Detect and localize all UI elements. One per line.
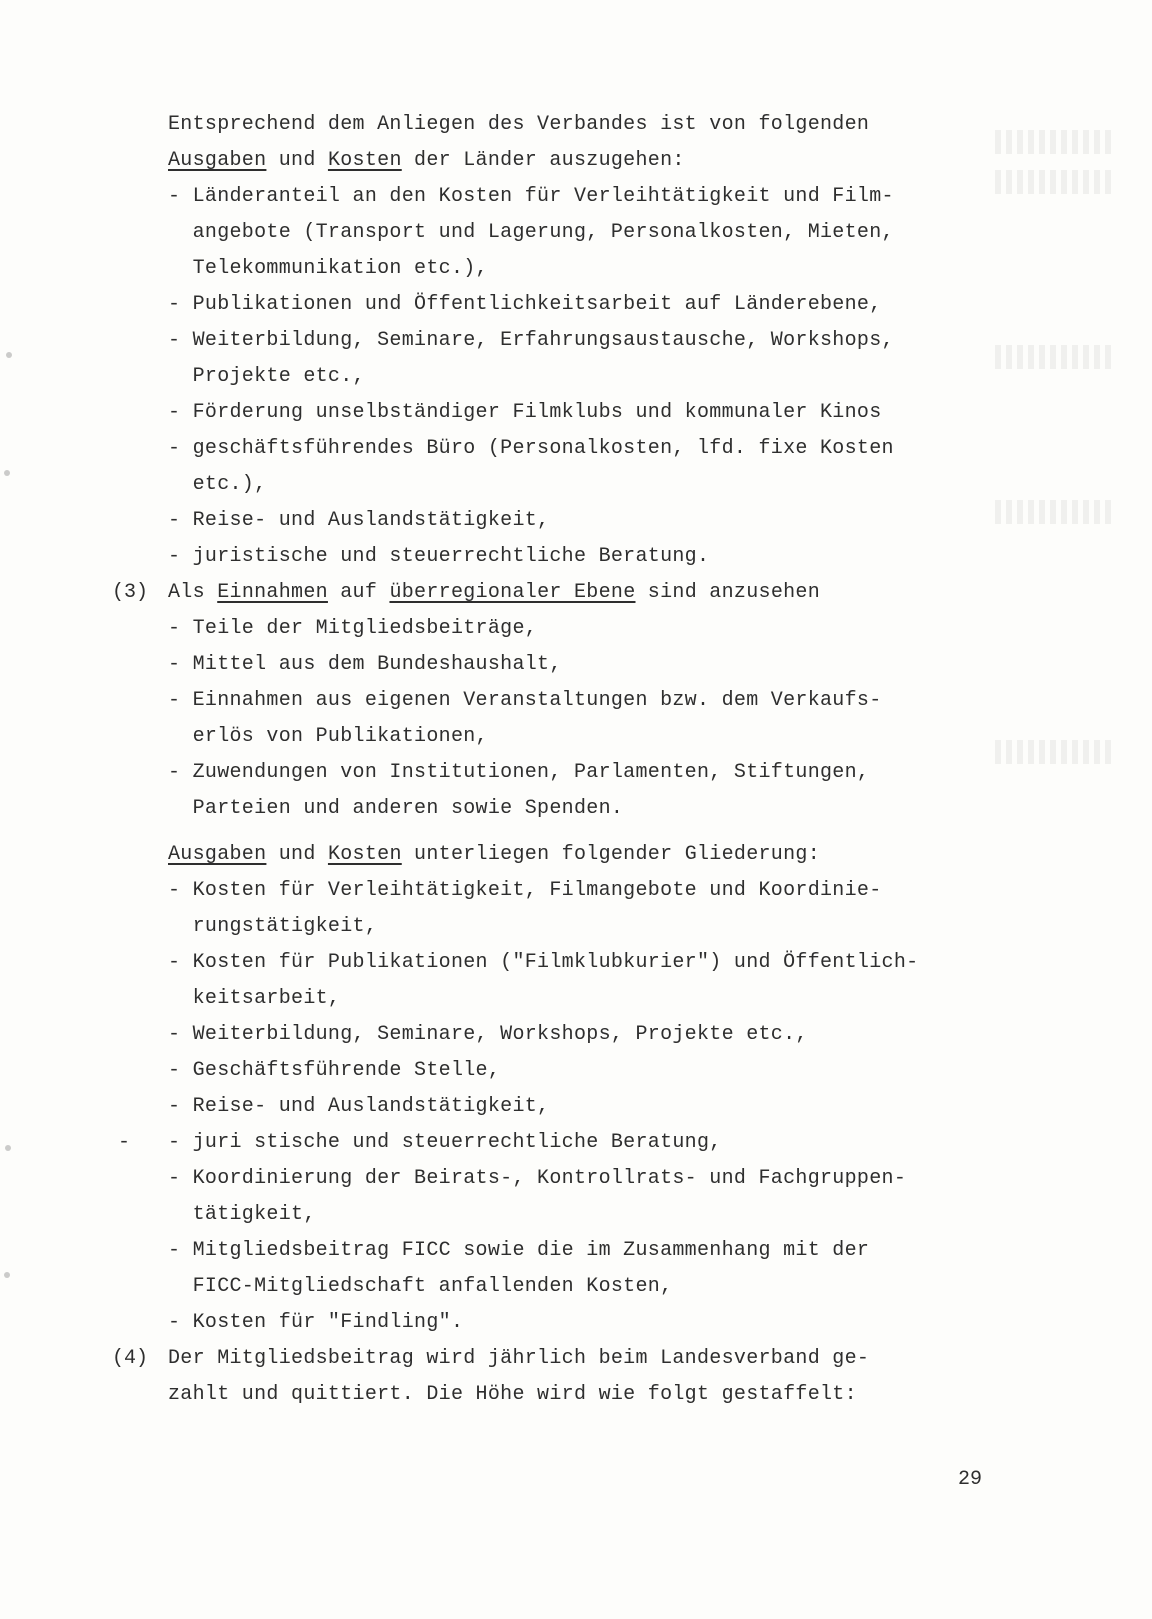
bleed-through-text	[995, 170, 1115, 194]
list-item-continuation: Parteien und anderen sowie Spenden.	[168, 797, 624, 820]
list-item: - Reise- und Auslandstätigkeit,	[168, 509, 550, 532]
text-line: Ausgaben und Kosten unterliegen folgender Gliederung:	[168, 843, 821, 866]
list-item: - Zuwendungen von Institutionen, Parlamenten, Stiftungen,	[168, 761, 870, 784]
text-line: Als Einnahmen auf überregionaler Ebene sind anzusehen	[168, 581, 821, 604]
list-item: - Einnahmen aus eigenen Veranstaltungen bzw. dem Verkaufs-	[168, 689, 882, 712]
bleed-through-text	[995, 500, 1115, 524]
list-item-continuation: erlös von Publikationen,	[168, 725, 488, 748]
bleed-through-text	[995, 345, 1115, 369]
list-item: - Länderanteil an den Kosten für Verleihtätigkeit und Film-	[168, 185, 894, 208]
bleed-through-text	[995, 130, 1115, 154]
list-item: - Mitgliedsbeitrag FICC sowie die im Zusammenhang mit der	[168, 1239, 870, 1262]
list-item: - juri stische und steuerrechtliche Beratung,	[168, 1131, 722, 1154]
scan-speck	[4, 1272, 10, 1278]
paragraph-number: (4)	[112, 1347, 149, 1370]
list-item: - Kosten für Publikationen ("Filmklubkurier") und Öffentlich-	[168, 951, 919, 974]
list-item-continuation: etc.),	[168, 473, 267, 496]
list-item: - Reise- und Auslandstätigkeit,	[168, 1095, 550, 1118]
page-number: 29	[958, 1468, 983, 1491]
list-item: - geschäftsführendes Büro (Personalkosten, lfd. fixe Kosten	[168, 437, 894, 460]
list-item-continuation: Telekommunikation etc.),	[168, 257, 488, 280]
text-line: zahlt und quittiert. Die Höhe wird wie folgt gestaffelt:	[168, 1383, 857, 1406]
underlined-term: Ausgaben	[168, 149, 267, 172]
text-line: Entsprechend dem Anliegen des Verbandes ist von folgenden	[168, 113, 870, 136]
list-item: - juristische und steuerrechtliche Beratung.	[168, 545, 710, 568]
underlined-term: überregionaler Ebene	[389, 581, 636, 604]
text-line: Der Mitgliedsbeitrag wird jährlich beim Landesverband ge-	[168, 1347, 870, 1370]
scan-speck	[4, 470, 10, 476]
scan-speck	[6, 352, 12, 358]
list-item: - Kosten für Verleihtätigkeit, Filmangebote und Koordinie-	[168, 879, 882, 902]
list-item: - Teile der Mitgliedsbeiträge,	[168, 617, 538, 640]
list-item: - Publikationen und Öffentlichkeitsarbeit auf Länderebene,	[168, 293, 882, 316]
list-item-continuation: keitsarbeit,	[168, 987, 341, 1010]
margin-dash: -	[118, 1131, 131, 1154]
text-line: Ausgaben und Kosten der Länder auszugehen:	[168, 149, 685, 172]
underlined-term: Einnahmen	[217, 581, 328, 604]
list-item: - Koordinierung der Beirats-, Kontrollrats- und Fachgruppen-	[168, 1167, 907, 1190]
underlined-term: Kosten	[327, 843, 402, 866]
underlined-term: Kosten	[327, 149, 402, 172]
paragraph-number: (3)	[112, 581, 149, 604]
scan-speck	[5, 1145, 11, 1151]
list-item-continuation: Projekte etc.,	[168, 365, 365, 388]
list-item: - Weiterbildung, Seminare, Erfahrungsaustausche, Workshops,	[168, 329, 894, 352]
list-item: - Mittel aus dem Bundeshaushalt,	[168, 653, 562, 676]
list-item-continuation: angebote (Transport und Lagerung, Personalkosten, Mieten,	[168, 221, 894, 244]
list-item: - Förderung unselbständiger Filmklubs und kommunaler Kinos	[168, 401, 882, 424]
bleed-through-text	[995, 740, 1115, 764]
list-item-continuation: rungstätigkeit,	[168, 915, 378, 938]
list-item-continuation: FICC-Mitgliedschaft anfallenden Kosten,	[168, 1275, 673, 1298]
underlined-term: Ausgaben	[168, 843, 267, 866]
list-item: - Weiterbildung, Seminare, Workshops, Projekte etc.,	[168, 1023, 808, 1046]
list-item: - Kosten für "Findling".	[168, 1311, 464, 1334]
list-item-continuation: tätigkeit,	[168, 1203, 316, 1226]
list-item: - Geschäftsführende Stelle,	[168, 1059, 501, 1082]
